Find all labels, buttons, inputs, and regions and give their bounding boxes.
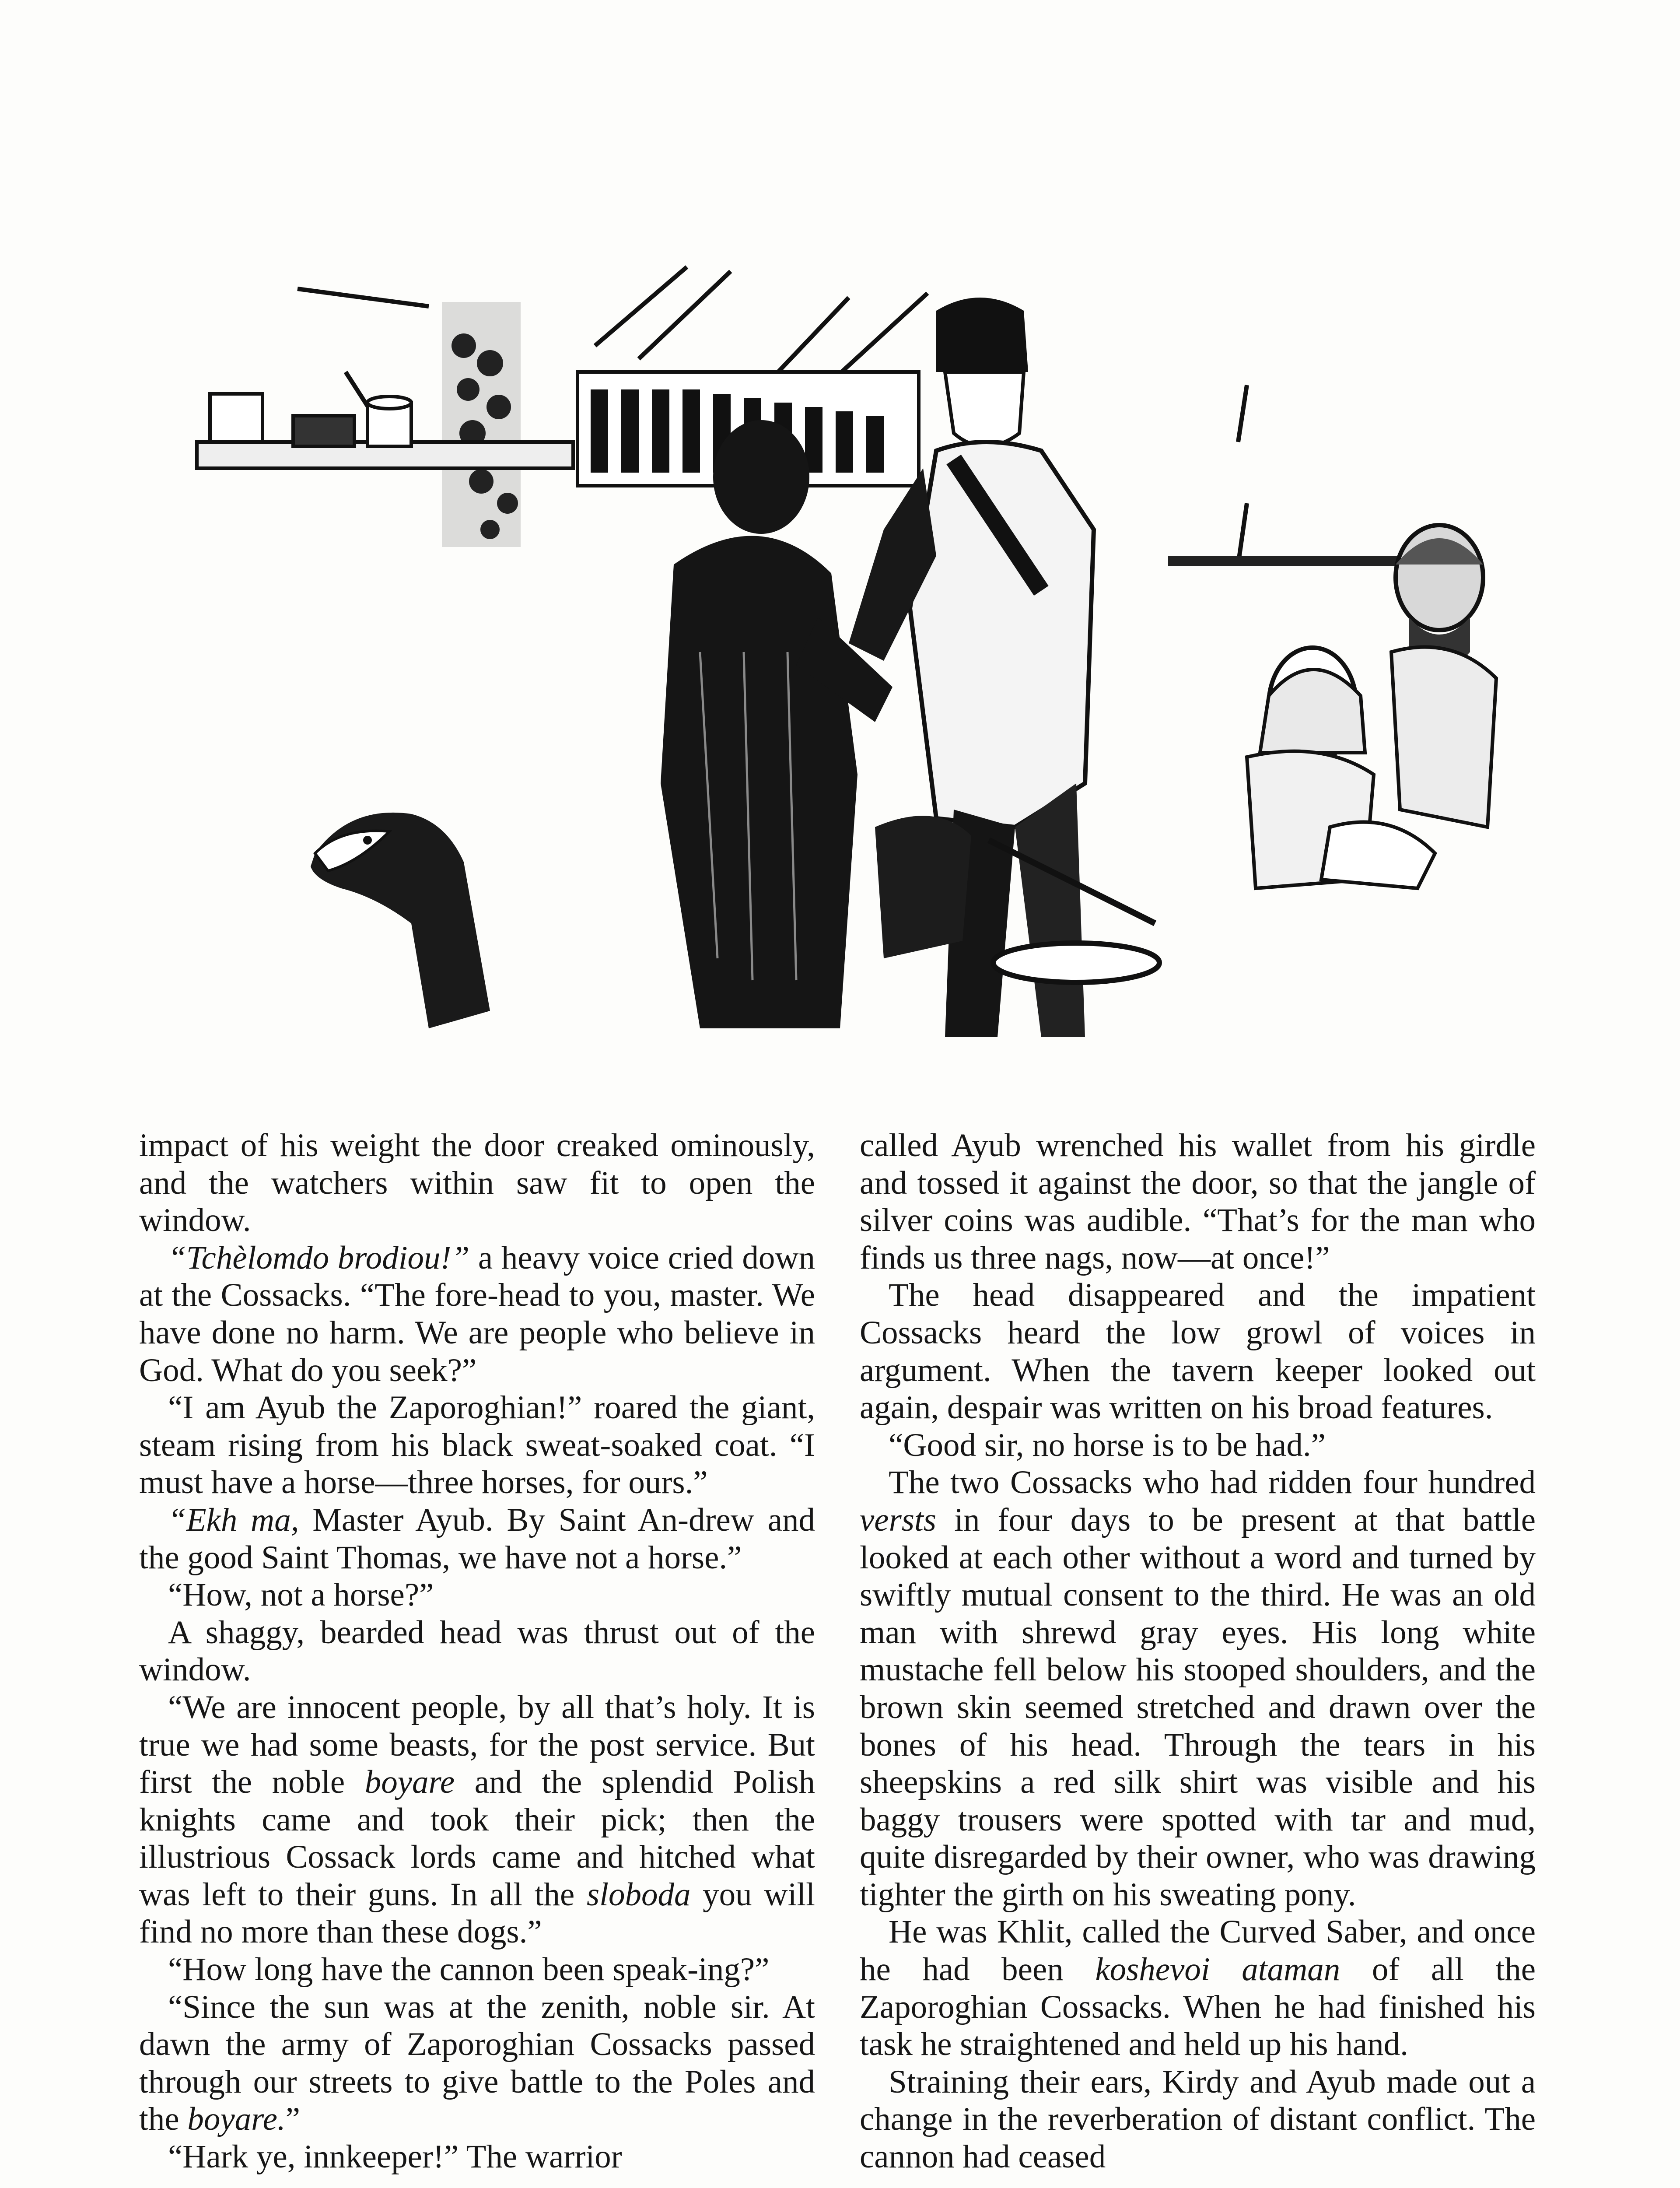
- paragraph: [860, 1276, 1536, 1426]
- cossack-innkeeper-scene-icon: [184, 258, 1514, 1059]
- paragraph-text: “We are innocent people, by all that’s holy. It is true we had some beasts, for the post service. But first the noble: [139, 1689, 815, 1801]
- paragraph: [139, 1501, 815, 1576]
- paragraph: [139, 1689, 815, 1951]
- paragraph: [139, 1239, 815, 1389]
- paragraph-text: The head disappeared and the impatient Cossacks heard the low growl of voices in argument. When the tavern keeper looked out again, despair was written on his broad features.: [860, 1277, 1536, 1426]
- italic-phrase: versts: [860, 1501, 936, 1538]
- paragraph: [139, 1614, 815, 1689]
- italic-phrase: koshevoi ataman: [1095, 1951, 1340, 1988]
- paragraph: [860, 1127, 1536, 1276]
- paragraph-text: A shaggy, bearded head was thrust out of the window.: [139, 1614, 815, 1688]
- paragraph-text: impact of his weight the door creaked ominously, and the watchers within saw fit to open the window.: [139, 1127, 815, 1239]
- paragraph: [139, 1576, 815, 1614]
- italic-phrase: “Tchèlomdo brodiou!”: [168, 1239, 470, 1276]
- right-text-column: [860, 1127, 1536, 2176]
- paragraph-text: ”: [285, 2101, 300, 2138]
- story-illustration: [184, 258, 1514, 1059]
- paragraph: [139, 1951, 815, 1988]
- paragraph-text: “Hark ye, innkeeper!” The warrior: [168, 2139, 622, 2175]
- paragraph-text: “How, not a horse?”: [168, 1577, 434, 1613]
- paragraph-text: He was Khlit, called the Curved Saber, and once he had been: [860, 1914, 1536, 1988]
- paragraph-text: in four days to be present at that battle looked at each other without a word and turned by swiftly mutual consent to the third. He was an old man with shrewd gray eyes. His long white mustache fell below his stooped shoulders, and the brown skin seemed stretched and drawn over the bones of his head. Through the tears in his sheepskins a red silk shirt was visible and his baggy trousers were spotted with tar and mud, quite disregarded by their owner, who was drawing tighter the girth on his sweating pony.: [860, 1501, 1536, 1913]
- paragraph-text: “Good sir, no horse is to be had.”: [889, 1427, 1326, 1463]
- paragraph-text: a heavy voice cried down at the Cossacks. “The fore-head to you, master. We have done no harm. We are people who believe in God. What do you seek?”: [139, 1239, 815, 1389]
- paragraph: [139, 1389, 815, 1501]
- paragraph-text: you will find no more than these dogs.”: [139, 1876, 815, 1950]
- paragraph: [139, 1988, 815, 2138]
- paragraph-text: Master Ayub. By Saint An-drew and the good Saint Thomas, we have not a horse.”: [139, 1501, 815, 1576]
- paragraph: [860, 1464, 1536, 1913]
- paragraph-text: “I am Ayub the Zaporoghian!” roared the giant, steam rising from his black sweat-soaked coat. “I must have a horse—three horses, for ours.”: [139, 1389, 815, 1501]
- paragraph-text: The two Cossacks who had ridden four hundred: [889, 1464, 1536, 1501]
- paragraph-text: “Since the sun was at the zenith, noble sir. At dawn the army of Zaporoghian Cossacks passed through our streets to give battle to the Poles and the: [139, 1988, 815, 2138]
- italic-phrase: boyare: [364, 1764, 455, 1801]
- paragraph: [860, 2063, 1536, 2176]
- paragraph-text: called Ayub wrenched his wallet from his girdle and tossed it against the door, so that the jangle of silver coins was audible. “That’s for the man who finds us three nags, now—at once!”: [860, 1127, 1536, 1276]
- paragraph: [860, 1913, 1536, 2063]
- left-text-column: [139, 1127, 815, 2176]
- paragraph-text: and the splendid Polish knights came and took their pick; then the illustrious Cossack lords came and hitched what was left to their guns. In all the: [139, 1764, 815, 1913]
- italic-phrase: boyare.: [187, 2101, 286, 2138]
- italic-phrase: sloboda: [587, 1876, 691, 1913]
- paragraph: [860, 1427, 1536, 1464]
- paragraph-text: of all the Zaporoghian Cossacks. When he had finished his task he straightened and held up his hand.: [860, 1951, 1536, 2063]
- paragraph-text: “How long have the cannon been speak-ing?”: [168, 1951, 770, 1988]
- paragraph-text: Straining their ears, Kirdy and Ayub made out a change in the reverberation of distant conflict. The cannon had ceased: [860, 2063, 1536, 2175]
- italic-phrase: “Ekh ma,: [168, 1501, 299, 1538]
- paragraph: [139, 2138, 815, 2176]
- paragraph: [139, 1127, 815, 1239]
